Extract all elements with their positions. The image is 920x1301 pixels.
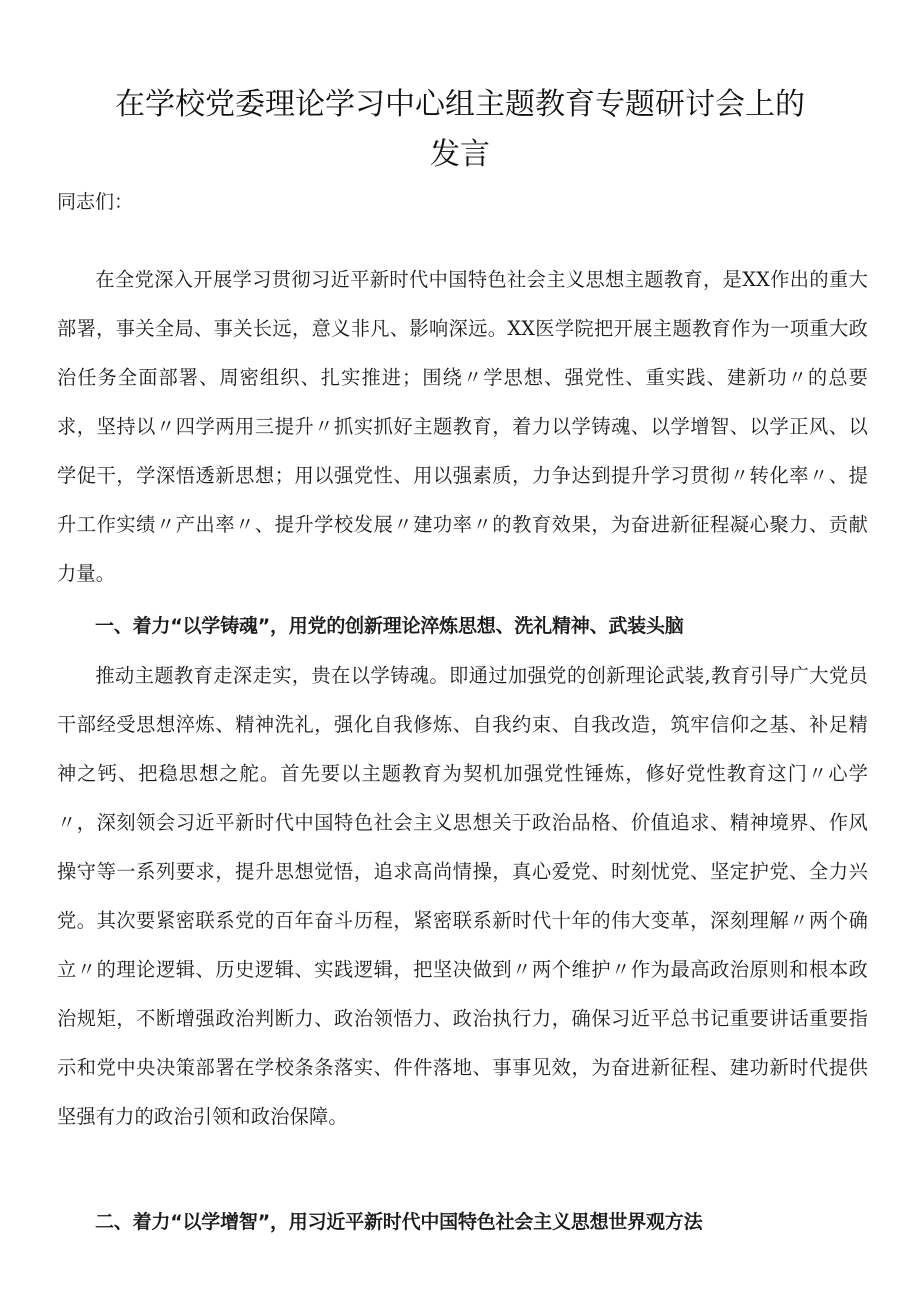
document-title-line-1: 在学校党委理论学习中心组主题教育专题研讨会上的 [115, 87, 805, 122]
section-heading-2: 二、着力“以学增智”，用习近平新时代中国特色社会主义思想世界观方法 [95, 1211, 703, 1233]
salutation: 同志们： [57, 191, 134, 213]
paragraph-section-1: 推动主题教育走深走实，贵在以学铸魂。即通过加强党的创新理论武装,教育引导广大党员干部经受思想淬炼、精神洗礼，强化自我修炼、自我约束、自我改造，筑牢信仰之基、补足精神之钙、把稳思想之舵。首先要以主题教育为契机加强党性锤炼，修好党性教育这门〃心学〃，深刻领会习近平新时代中国特色社会主义思想关于政治品格、价值追求、精神境界、作风操守等一系列要求，提升思想觉悟，追求高尚情操，真心爱党、时刻忧党、坚定护党、全力兴党。其次要紧密联系党的百年奋斗历程，紧密联系新时代十年的伟大变革，深刻理解〃两个确立〃的理论逻辑、历史逻辑、实践逻辑，把坚决做到〃两个维护〃作为最高政治原则和根本政治规矩，不断增强政治判断力、政治领悟力、政治执行力，确保习近平总书记重要讲话重要指示和党中央决策部署在学校条条落实、件件落地、事事见效，为奋进新征程、建功新时代提供坚强有力的政治引领和政治保障。 [57, 664, 868, 1128]
document-title-line-2: 发言 [430, 137, 490, 172]
paragraph-intro: 在全党深入开展学习贯彻习近平新时代中国特色社会主义思想主题教育，是XX作出的重大部署，事关全局、事关长远，意义非凡、影响深远。XX医学院把开展主题教育作为一项重大政治任务全面部署、周密组织、扎实推进；围绕〃学思想、强党性、重实践、建新功〃的总要求，坚持以〃四学两用三提升〃抓实抓好主题教育，着力以学铸魂、以学增智、以学正风、以学促干，学深悟透新思想；用以强党性、用以强素质，力争达到提升学习贯彻〃转化率〃、提升工作实绩〃产出率〃、提升学校发展〃建功率〃的教育效果，为奋进新征程凝心聚力、贡献力量。 [57, 268, 868, 585]
section-heading-1: 一、着力“以学铸魂”，用党的创新理论淬炼思想、洗礼精神、武装头脑 [95, 615, 684, 637]
